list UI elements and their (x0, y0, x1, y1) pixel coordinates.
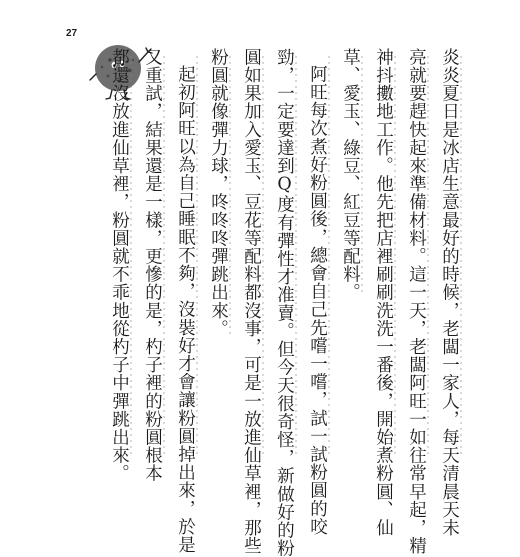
phonetic-annotation (360, 54, 364, 294)
phonetic-annotation (393, 54, 397, 454)
text-column: 阿旺每次煮好粉圓後，總會自己先嚐一嚐，試一試粉圓的咬 (307, 65, 328, 536)
phonetic-annotation (426, 54, 430, 454)
vertical-text-body (88, 48, 460, 557)
text-column: 粉圓就像彈力球，咚咚咚彈跳出來。 (208, 48, 229, 338)
phonetic-annotation (261, 54, 265, 454)
page-number: 27 (66, 28, 78, 39)
text-column: 亮就要趕快起來準備材料。這一天，老闆阿旺一如往常早起，精 (406, 48, 427, 555)
phonetic-annotation (228, 54, 232, 334)
phonetic-annotation (162, 54, 166, 454)
phonetic-annotation (195, 54, 199, 454)
text-column: 神抖擻地工作。他先把店裡刷刷洗洗一番後，開始煮粉圓、仙 (373, 48, 394, 537)
text-column: 都還沒放進仙草裡，粉圓就不乖地從杓子中彈跳出來。 (109, 48, 130, 483)
phonetic-annotation (129, 54, 133, 454)
text-column: 起初阿旺以為自己睡眠不夠，沒裝好才會讓粉圓掉出來，於是 (175, 65, 196, 554)
phonetic-annotation (294, 54, 298, 454)
phonetic-annotation (327, 54, 331, 454)
text-column: 炎炎夏日是冰店生意最好的時候，老闆一家人，每天清晨天未 (439, 48, 460, 537)
text-column: 又重試，結果還是一樣，更慘的是，杓子裡的粉圓根本 (142, 48, 163, 483)
text-column: 草、愛玉、綠豆、紅豆等配料。 (340, 48, 361, 302)
text-column: 勁，一定要達到Q度有彈性才准賣。但今天很奇怪，新做好的粉 (274, 48, 295, 557)
text-column: 圓如果加入愛玉、豆花等配料都沒事，可是一放進仙草裡，那些 (241, 48, 262, 555)
phonetic-annotation (459, 54, 463, 454)
